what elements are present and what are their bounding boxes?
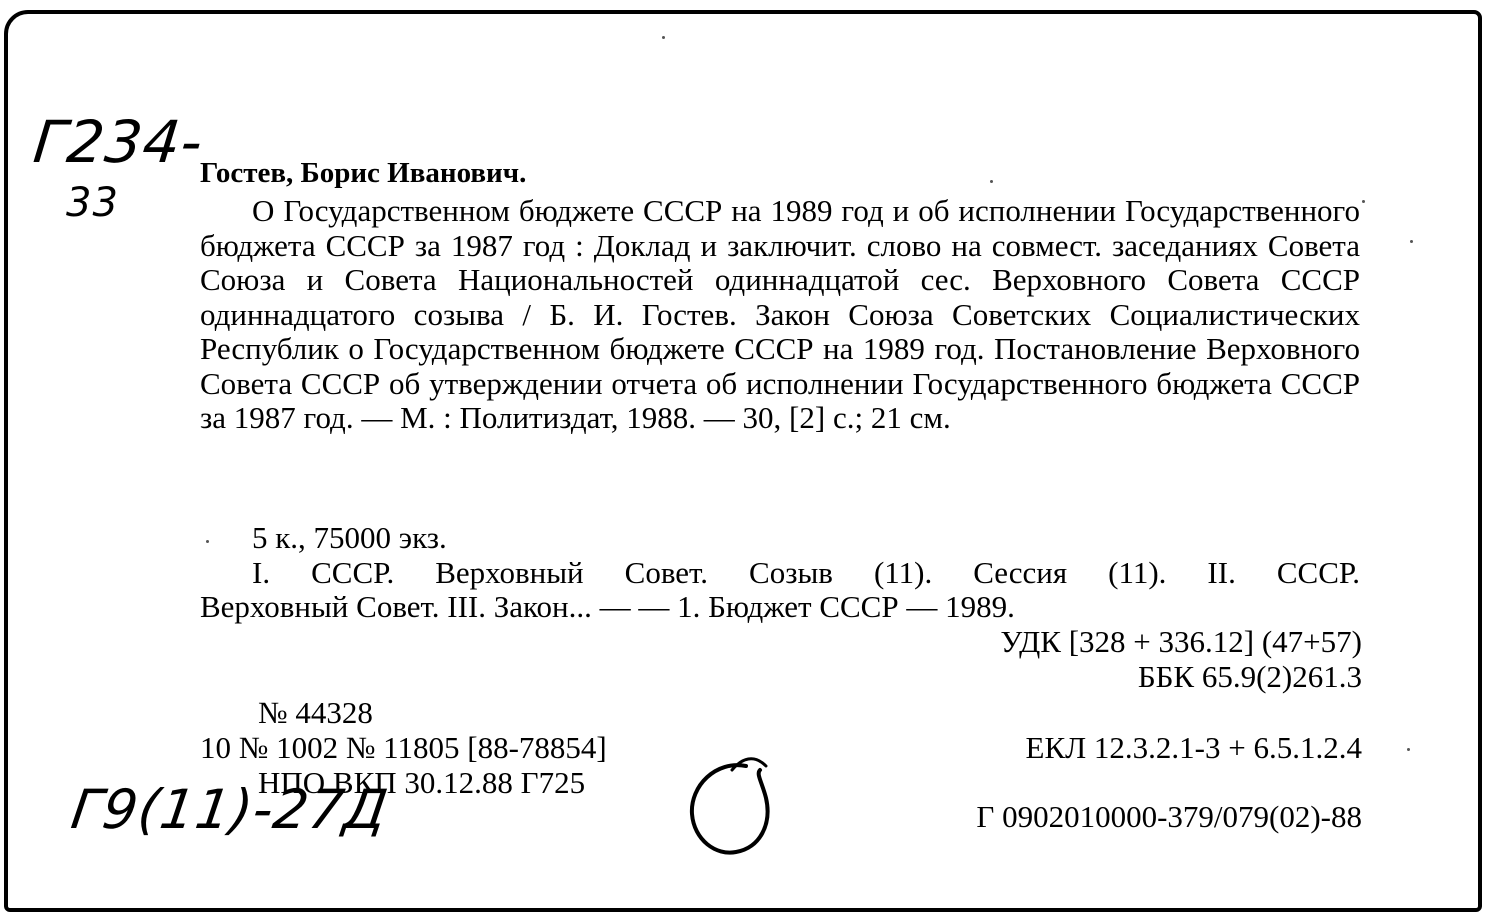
order-line: 10 № 1002 № 11805 [88-78854]: [200, 730, 607, 765]
bbk-code: ББК 65.9(2)261.3: [1137, 659, 1362, 694]
speck: [206, 540, 209, 543]
udk-code: УДК [328 + 336.12] (47+57): [1000, 624, 1362, 659]
price-run-line: 5 к., 75000 экз.: [252, 520, 447, 555]
npo-line: НПО ВКП 30.12.88 Г725: [258, 765, 586, 800]
author-heading: Гостев, Борис Иванович.: [200, 157, 527, 189]
g-code: Г 0902010000-379/079(02)-88: [976, 799, 1362, 834]
circle-mark-icon: [676, 752, 786, 862]
speck: [990, 180, 993, 183]
handwritten-shelf-mark-sub: 33: [66, 180, 119, 226]
tracings-line-1: I. СССР. Верховный Совет. Созыв (11). Сессия (11). II. СССР.: [252, 555, 1360, 590]
speck: [1410, 240, 1413, 243]
handwritten-shelf-mark: Г234-: [30, 108, 207, 176]
speck: [662, 36, 665, 39]
handwritten-classification: Г9(11)-27Д: [67, 778, 393, 841]
tracings-line-2: Верховный Совет. III. Закон... — — 1. Бюджет СССР — 1989.: [200, 589, 1015, 624]
bibliographic-description: О Государственном бюджете СССР на 1989 год и об исполнении Государственного бюджета СССР за 1987 год : Доклад и заключит. слово на совмест. заседаниях Совета Союза и Совета Национальностей одиннадцатой сес. Верховного Совета СССР одиннадцатого созыва / Б. И. Гостев. Закон Союза Советских Социалистических Республик о Государственном бюджете СССР на 1989 год. Постановление Верховного Совета СССР об утверждении отчета об исполнении Государственного бюджета СССР за 1987 год. — М. : Политиздат, 1988. — 30, [2] с.; 21 см.: [200, 193, 1360, 435]
speck: [1362, 200, 1365, 203]
speck: [1407, 748, 1410, 751]
card-number: № 44328: [258, 695, 373, 730]
ekl-code: ЕКЛ 12.3.2.1-3 + 6.5.1.2.4: [1025, 730, 1362, 765]
